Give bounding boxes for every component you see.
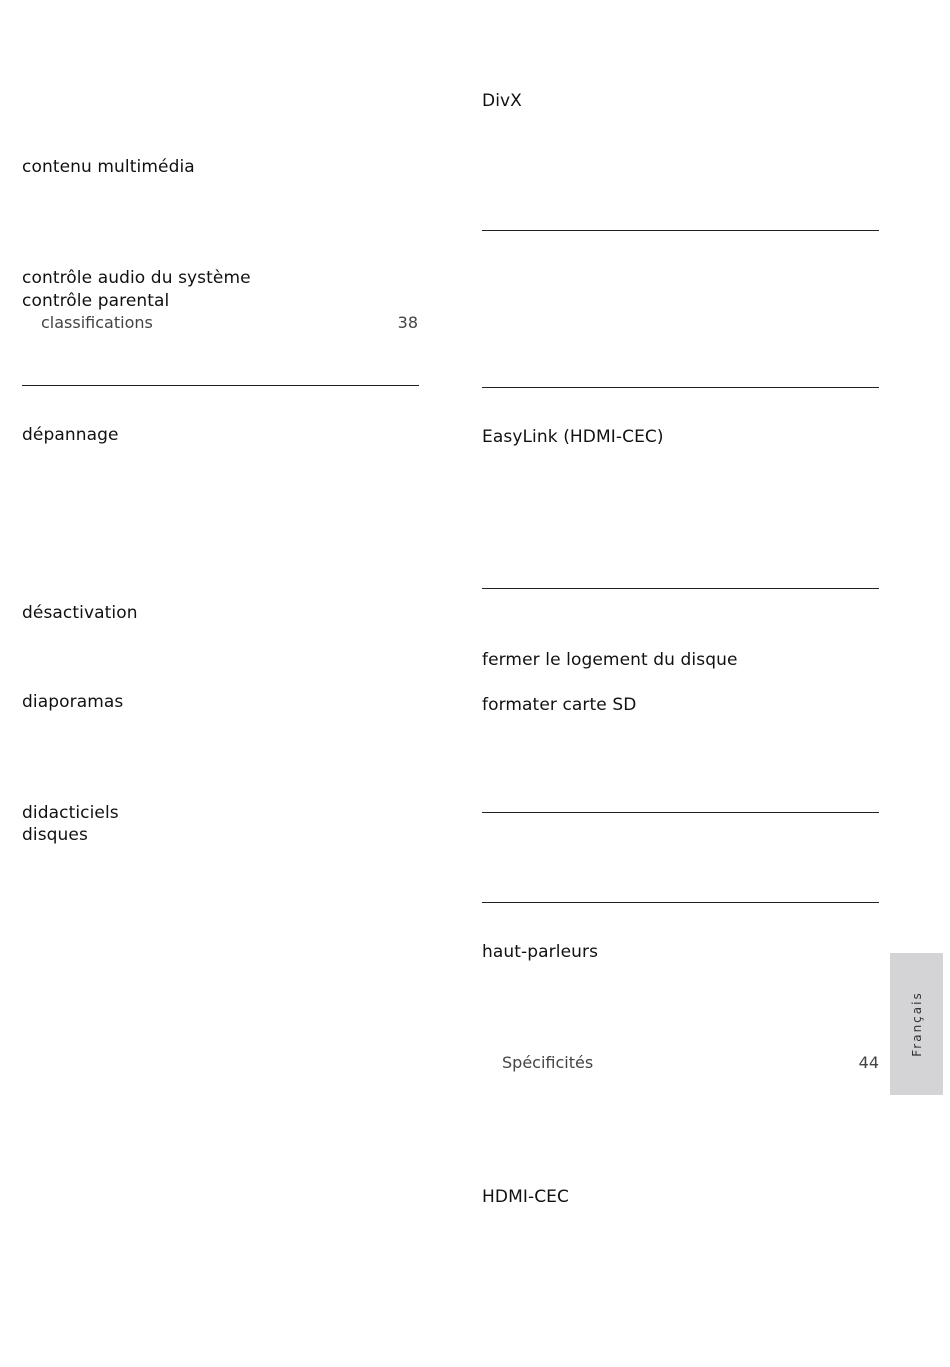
section-divider [22,385,419,386]
index-entry-controle-parental: contrôle parental [22,291,170,311]
index-entry-diaporamas: diaporamas [22,692,124,712]
index-subentry-specificites: Spécificités [502,1053,594,1072]
index-entry-hdmi-cec: HDMI-CEC [482,1187,569,1207]
index-subentry-classifications: classifications [41,313,153,332]
index-entry-depannage: dépannage [22,425,119,445]
index-entry-formater-sd: formater carte SD [482,695,637,715]
section-divider [482,387,879,388]
index-entry-contenu-multimedia: contenu multimédia [22,157,195,177]
section-divider [482,812,879,813]
section-divider [482,230,879,231]
page-number-classifications: 38 [397,313,418,332]
index-entry-fermer-logement: fermer le logement du disque [482,650,738,670]
section-divider [482,902,879,903]
index-entry-disques: disques [22,825,88,845]
index-entry-easylink: EasyLink (HDMI-CEC) [482,427,664,447]
section-divider [482,588,879,589]
index-entry-didacticiels: didacticiels [22,803,119,823]
index-entry-controle-audio: contrôle audio du système [22,268,251,288]
language-side-tab [890,953,943,1095]
index-entry-haut-parleurs: haut-parleurs [482,942,599,962]
index-entry-desactivation: désactivation [22,603,138,623]
language-label: Français [909,991,924,1057]
page-number-specificites: 44 [858,1053,879,1072]
index-entry-divx: DivX [482,91,522,111]
